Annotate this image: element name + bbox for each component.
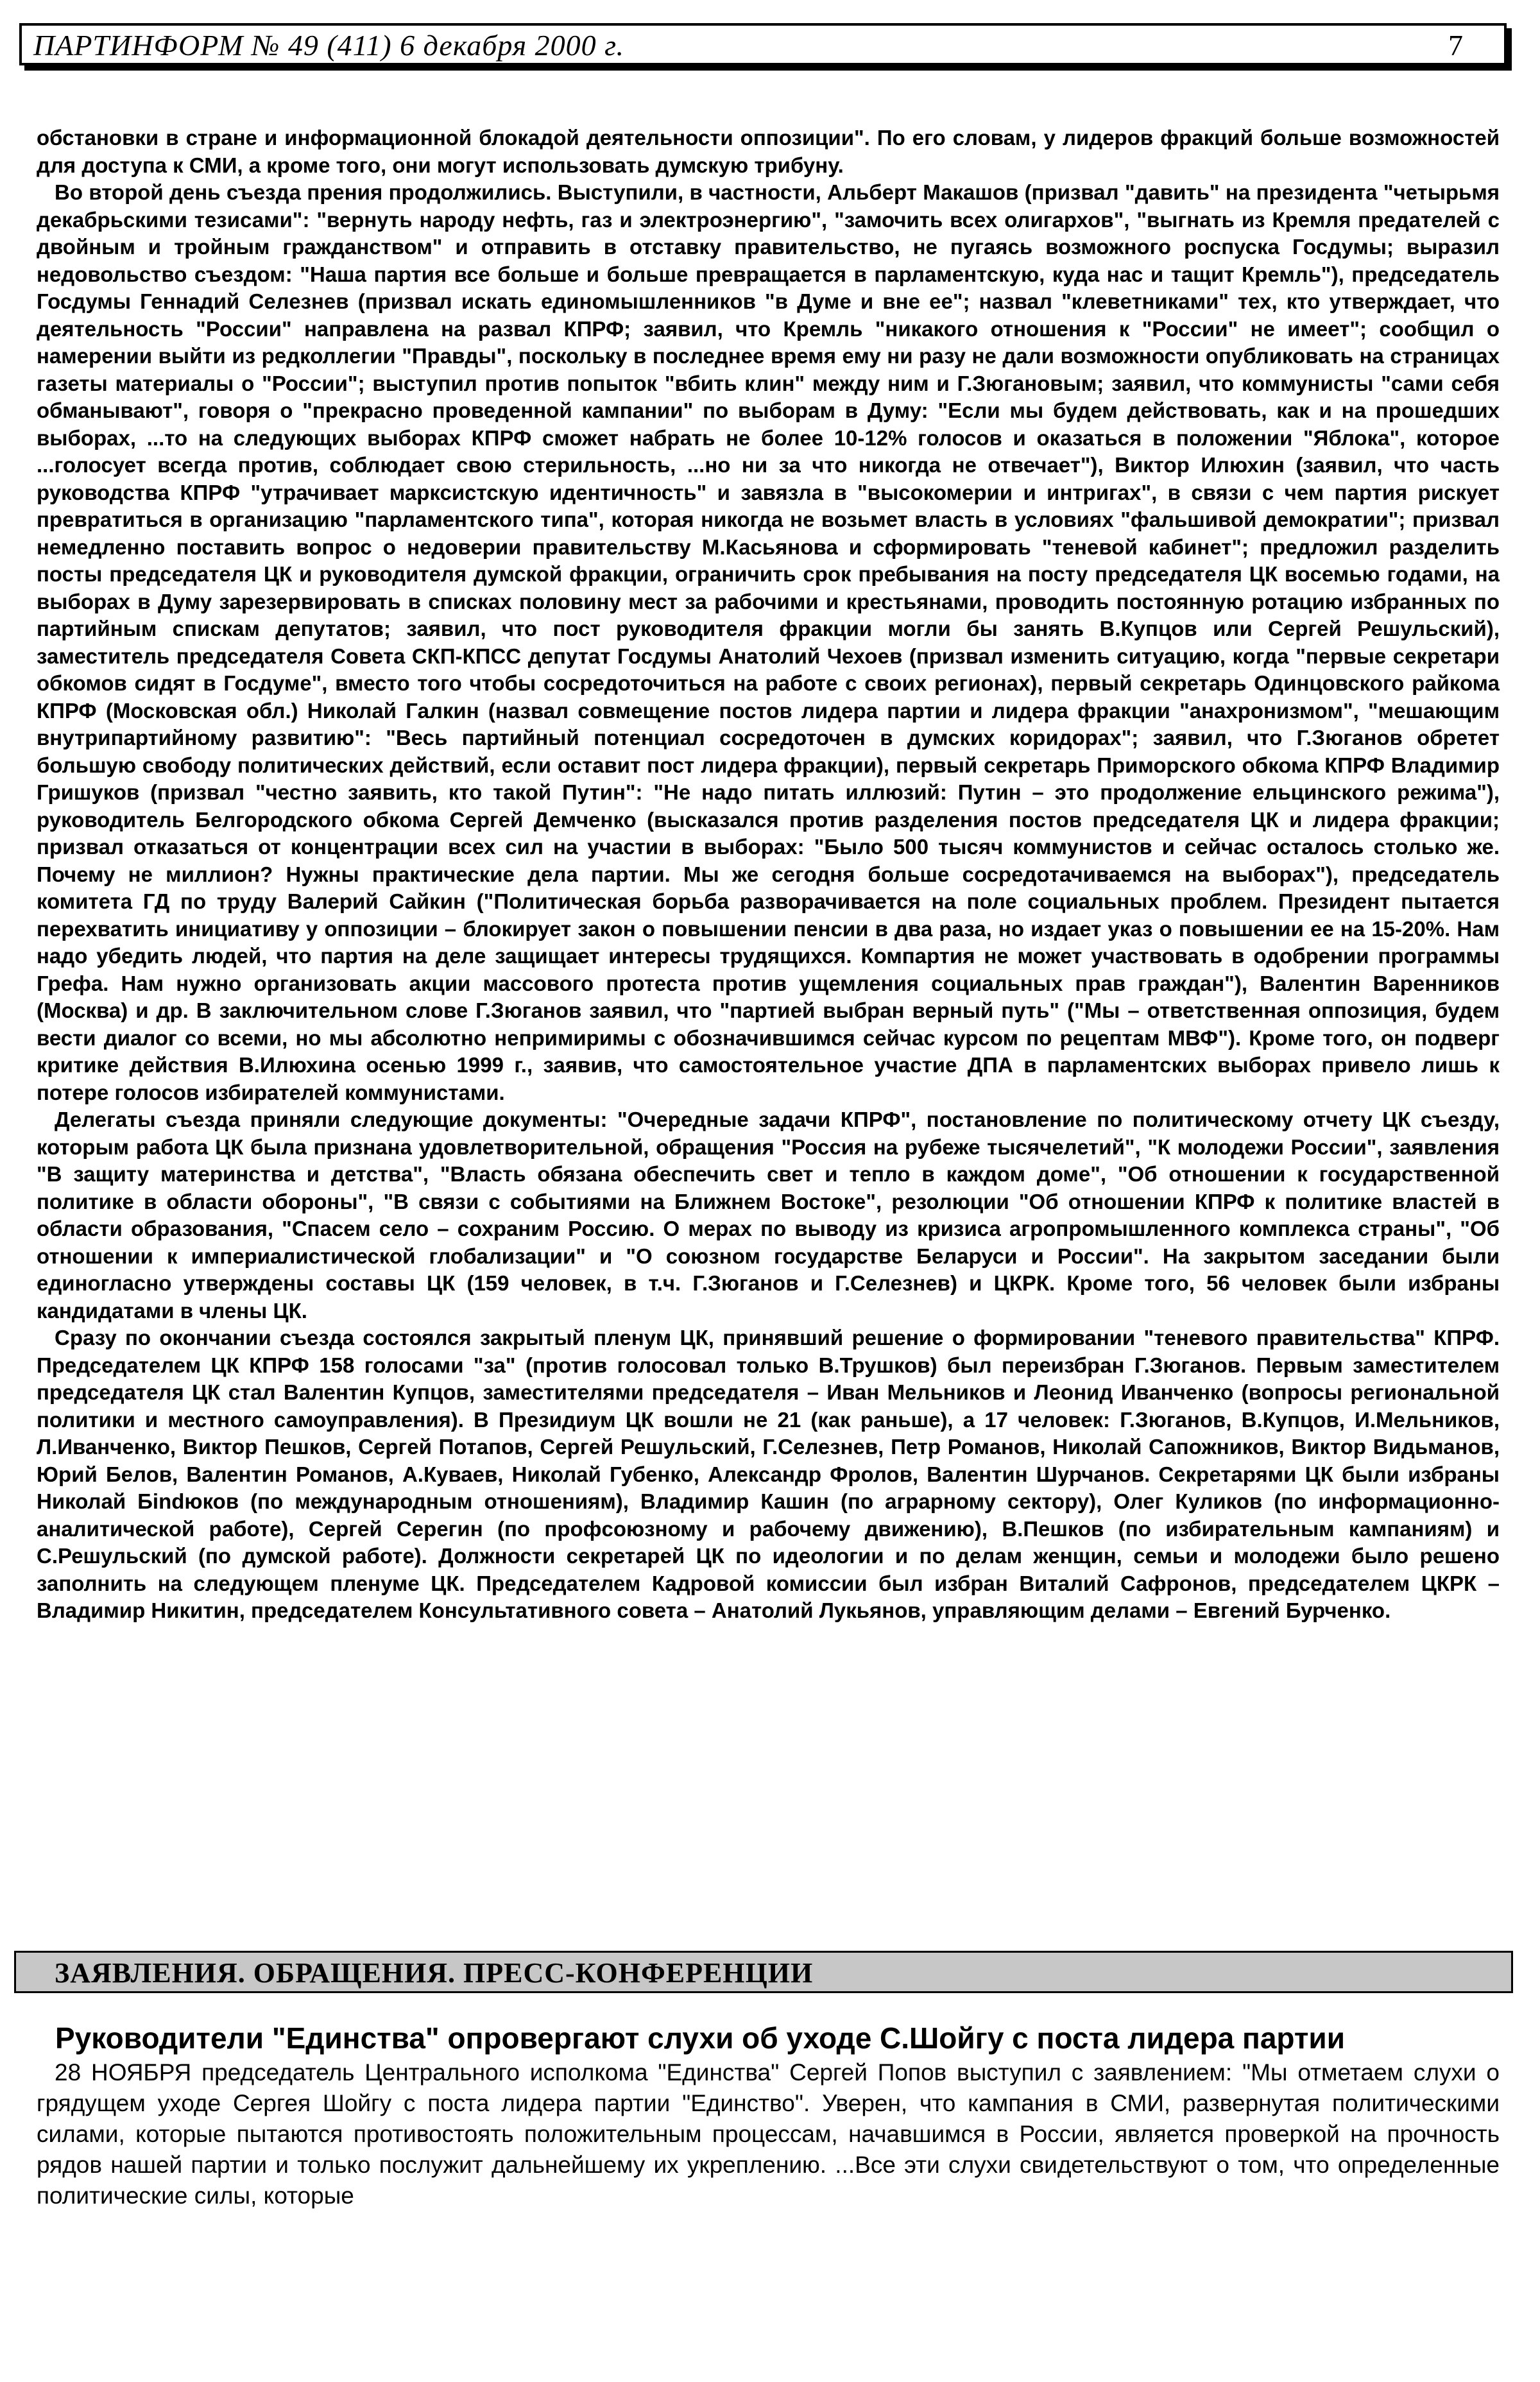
article-headline: Руководители "Единства" опровергают слухи об уходе С.Шойгу с поста лидера партии bbox=[55, 2021, 1345, 2055]
article-unity-statement bbox=[37, 2057, 1500, 2211]
publication-title: ПАРТИНФОРМ № 49 (411) 6 декабря 2000 г. bbox=[33, 29, 624, 62]
page-number: 7 bbox=[1448, 29, 1463, 62]
article-paragraph: обстановки в стране и информационной блокадой деятельности оппозиции". По его словам, у лидеров фракций больше возможностей для доступа к СМИ, а кроме того, они могут использовать думскую трибуну. bbox=[37, 126, 1500, 177]
article-paragraph: Во второй день съезда прения продолжились. Выступили, в частности, Альберт Макашов (призвал "давить" на президента "четырьмя декабрьскими тезисами": "вернуть народу нефть, газ и электроэнергию", "замочить всех олигархов", "выгнать из Кремля предателей с двойным и тройным гражданством" и отправить в отставку правительство, не пугаясь возможного роспуска Госдумы; выразил недовольство съездом: "Наша партия все больше и больше превращается в парламентскую, куда нас и тащит Кремль"), председатель Госдумы Геннадий Селезнев (призвал искать единомышленников "в Думе и вне ее"; назвал "клеветниками" тех, кто утверждает, что деятельность "России" направлена на развал КПРФ; заявил, что Кремль "никакого отношения к "России" не имеет"; сообщил о намерении выйти из редколлегии "Правды", поскольку в последнее время ему ни разу не дали возможности опубликовать на страницах газеты материалы о "России"; выступил против попыток "вбить клин" между ним и Г.Зюгановым; заявил, что коммунисты "сами себя обманывают", говоря о "прекрасно проведенной кампании" по выборам в Думу: "Если мы будем действовать, как и на прошедших выборах, ...то на следующих выборах КПРФ сможет набрать не более 10-12% голосов и оказаться в положении "Яблока", которое ...голосует всегда против, соблюдает свою стерильность, ...но ни за что никогда не отвечает"), Виктор Илюхин (заявил, что часть руководства КПРФ "утрачивает марксистскую идентичность" и завязла в "высокомерии и интригах", в связи с чем партия рискует превратиться в организацию "парламентского типа", которая никогда не возьмет власть в условиях "фальшивой демократии"; призвал немедленно поставить вопрос о недоверии правительству М.Касьянова и сформировать "теневой кабинет"; предложил разделить посты председателя ЦК и руководителя думской фракции, ограничить срок пребывания на посту председателя ЦК восемью годами, на выборах в Думу зарезервировать в списках половину мест за рабочими и крестьянами, проводить постоянную ротацию избранных по партийным спискам депутатов; заявил, что пост руководителя фракции могли бы занять В.Купцов или Сергей Решульский), заместитель председателя Совета СКП-КПСС депутат Госдумы Анатолий Чехоев (призвал изменить ситуацию, когда "первые секретари обкомов сидят в Госдуме", вместо того чтобы сосредоточиться на работе с своих регионах), первый секретарь Одинцовского райкома КПРФ (Московская обл.) Николай Галкин (назвал совмещение постов лидера партии и лидера фракции "анахронизмом", "мешающим внутрипартийному развитию": "Весь партийный потенциал сосредоточен в думских коридорах"; заявил, что Г.Зюганов обретет большую свободу политических действий, если оставит пост лидера фракции), первый секретарь Приморского обкома КПРФ Владимир Гришуков (призвал "честно заявить, кто такой Путин": "Не надо питать иллюзий: Путин – это продолжение ельцинского режима"), руководитель Белгородского обкома Сергей Демченко (высказался против разделения постов председателя ЦК и лидера фракции; призвал отказаться от концентрации всех сил на участии в выборах: "Было 500 тысяч коммунистов и сейчас осталось столько же. Почему не миллион? Нужны практические дела партии. Мы же сегодня больше сосредотачиваемся на выборах"), председатель комитета ГД по труду Валерий Сайкин ("Политическая борьба разворачивается на поле социальных проблем. Президент пытается перехватить инициативу у оппозиции – блокирует закон о повышении пенсии в два раза, но издает указ о повышении ее на 15-20%. Нам надо убедить людей, что партия на деле защищает интересы трудящихся. Компартия не может участвовать в одобрении программы Грефа. Нам нужно организовать акции массового протеста против ущемления социальных прав граждан"), Валентин Варенников (Москва) и др. В заключительном слове Г.Зюганов заявил, что "партией выбран верный путь" ("Мы – ответственная оппозиция, будем вести диалог со всеми, но мы абсолютно непримиримы с обозначившимся сейчас курсом по рецептам МВФ"). Кроме того, он подверг критике действия В.Илюхина осенью 1999 г., заявив, что самостоятельное участие ДПА в парламентских выборах привело лишь к потере голосов избирателей коммунистами. bbox=[37, 180, 1500, 1104]
section-header-bar bbox=[14, 1951, 1513, 1993]
article-paragraph: Сразу по окончании съезда состоялся закрытый пленум ЦК, принявший решение о формировании "теневого правительства" КПРФ. Председателем ЦК КПРФ 158 голосами "за" (против голосовал только В.Трушков) был переизбран Г.Зюганов. Первым заместителем председателя ЦК стал Валентин Купцов, заместителями председателя – Иван Мельников и Леонид Иванченко (вопросы региональной политики и местного самоуправления). В Президиум ЦК вошли не 21 (как раньше), а 17 человек: Г.Зюганов, В.Купцов, И.Мельников, Л.Иванченко, Виктор Пешков, Сергей Потапов, Сергей Решульский, Г.Селезнев, Петр Романов, Николай Сапожников, Виктор Видьманов, Юрий Белов, Валентин Романов, А.Куваев, Николай Губенко, Александр Фролов, Валентин Шурчанов. Секретарями ЦК были избраны Николай Бindюков (по международным отношениям), Владимир Кашин (по аграрному сектору), Олег Куликов (по информационно-аналитической работе), Сергей Серегин (по профсоюзному и рабочему движению), В.Пешков (по избирательным кампаниям) и С.Решульский (по думской работе). Должности секретарей ЦК по идеологии и по делам женщин, семьи и молодежи было решено заполнить на следующем пленуме ЦК. Председателем Кадровой комиссии был избран Виталий Сафронов, председателем ЦКРК – Владимир Никитин, председателем Консультативного совета – Анатолий Лукьянов, управляющим делами – Евгений Бурченко. bbox=[37, 1326, 1500, 1622]
article-paragraph: Делегаты съезда приняли следующие документы: "Очередные задачи КПРФ", постановление по политическому отчету ЦК съезду, которым работа ЦК была признана удовлетворительной, обращения "Россия на рубеже тысячелетий", "К молодежи России", заявления "В защиту материнства и детства", "Власть обязана обеспечить свет и тепло в каждом доме", "Об отношении к государственной политике в области обороны", "В связи с событиями на Ближнем Востоке", резолюции "Об отношении КПРФ к политике властей в области образования, "Спасем село – сохраним Россию. О мерах по выводу из кризиса агропромышленного комплекса страны", "Об отношении к империалистической глобализации" и "О союзном государстве Беларуси и России". На закрытом заседании были единогласно утверждены составы ЦК (159 человек, в т.ч. Г.Зюганов и Г.Селезнев) и ЦКРК. Кроме того, 56 человек были избраны кандидатами в члены ЦК. bbox=[37, 1108, 1500, 1323]
article-congress-report bbox=[37, 124, 1500, 1625]
article-paragraph: 28 НОЯБРЯ председатель Центрального исполкома "Единства" Сергей Попов выступил с заявлением: "Мы отметаем слухи о грядущем уходе Сергея Шойгу с поста лидера партии "Единство". Уверен, что кампания в СМИ, развернутая политическими силами, которые пытаются противостоять положительным процессам, начавшимся в России, является проверкой на прочность рядов нашей партии и только послужит дальнейшему их укреплению. ...Все эти слухи свидетельствуют о том, что определенные политические силы, которые bbox=[37, 2059, 1500, 2209]
page-header bbox=[19, 23, 1507, 65]
section-title: ЗАЯВЛЕНИЯ. ОБРАЩЕНИЯ. ПРЕСС-КОНФЕРЕНЦИИ bbox=[55, 1957, 814, 1989]
